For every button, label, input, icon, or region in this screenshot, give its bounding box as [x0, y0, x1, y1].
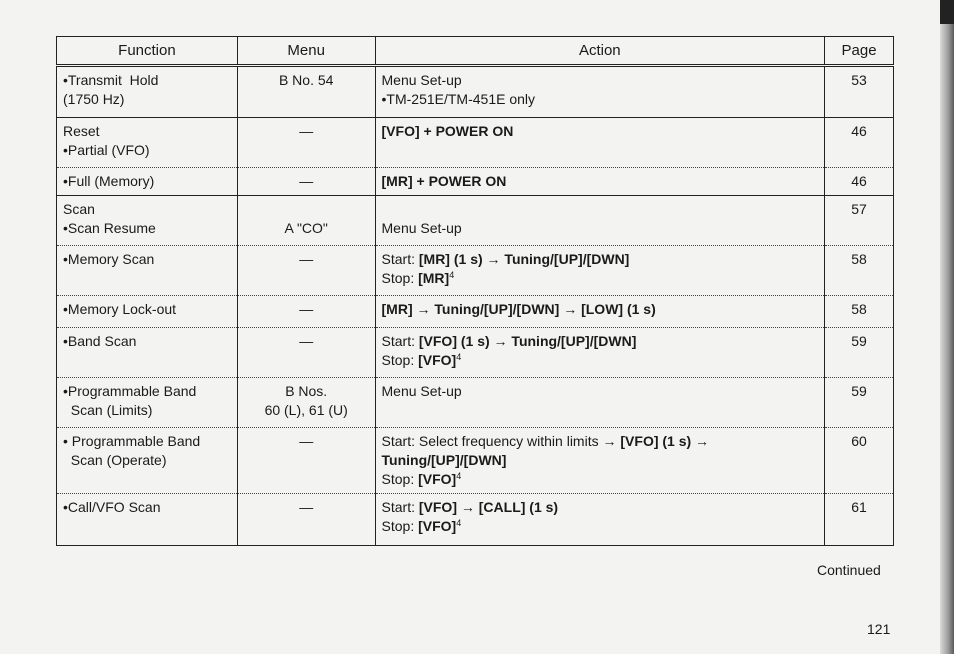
action-cell	[375, 494, 825, 546]
key-sequence: [VFO]	[418, 518, 457, 534]
menu-text: 60 (L), 61 (U)	[264, 402, 348, 418]
table-row	[57, 378, 894, 428]
action-line	[382, 269, 819, 288]
menu-text: A "CO"	[284, 220, 328, 236]
menu-cell	[237, 246, 375, 296]
menu-text: —	[299, 333, 314, 349]
function-text: Scan (Operate)	[63, 452, 167, 468]
action-line	[382, 122, 819, 141]
function-text: •Programmable Band	[63, 383, 197, 399]
menu-cell	[237, 296, 375, 328]
function-cell	[57, 118, 238, 168]
header-action: Action	[375, 37, 825, 66]
action-text: Stop:	[381, 471, 419, 487]
function-text: •Transmit Hold	[63, 72, 159, 88]
menu-cell	[237, 328, 375, 378]
function-text: (1750 Hz)	[63, 91, 125, 107]
table-row	[57, 296, 894, 328]
action-text: Stop:	[381, 518, 419, 534]
action-text: •TM-251E/TM-451E only	[381, 91, 536, 107]
page-edge-shadow	[940, 0, 954, 654]
menu-cell	[237, 168, 375, 196]
action-line	[382, 250, 819, 269]
table-row	[57, 428, 894, 494]
function-text: •Full (Memory)	[63, 173, 155, 189]
menu-text	[244, 200, 369, 219]
function-text: •Memory Lock-out	[63, 301, 177, 317]
function-text: • Programmable Band	[63, 433, 201, 449]
function-text: •Scan Resume	[63, 220, 156, 236]
key-sequence: [VFO]	[418, 352, 457, 368]
menu-text: —	[299, 499, 314, 515]
key-sequence: Tuning/[UP]/[DWN]	[381, 452, 507, 468]
table-body	[57, 66, 894, 546]
key-sequence: [MR] + POWER ON	[381, 173, 507, 189]
page-number: 121	[867, 621, 891, 637]
key-sequence: [VFO] (1 s) →	[620, 433, 710, 449]
footnote-marker: 4	[456, 471, 462, 481]
action-line	[382, 432, 819, 451]
action-cell	[375, 296, 825, 328]
page-ref-cell: 60	[825, 428, 894, 494]
page-ref-cell: 53	[825, 66, 894, 118]
action-cell	[375, 168, 825, 196]
function-cell	[57, 196, 238, 246]
page-ref-cell: 61	[825, 494, 894, 546]
key-sequence: [MR] → Tuning/[UP]/[DWN] → [LOW] (1 s)	[381, 301, 656, 317]
continued-label: Continued	[817, 562, 881, 578]
action-text: Stop:	[381, 352, 419, 368]
menu-cell	[237, 196, 375, 246]
function-cell	[57, 378, 238, 428]
header-page: Page	[825, 37, 894, 66]
page-ref-cell: 58	[825, 296, 894, 328]
action-line	[382, 300, 819, 319]
function-cell	[57, 296, 238, 328]
action-text: Stop:	[381, 270, 419, 286]
action-line	[382, 71, 819, 90]
action-text: Start: Select frequency within limits →	[381, 433, 621, 449]
menu-cell	[237, 378, 375, 428]
menu-text: B Nos.	[285, 383, 328, 399]
footnote-marker: 4	[449, 270, 455, 280]
action-line	[382, 90, 819, 109]
action-cell	[375, 328, 825, 378]
footnote-marker: 4	[456, 518, 462, 528]
action-line	[382, 517, 819, 536]
action-line	[382, 219, 819, 238]
function-text: Reset	[63, 123, 100, 139]
page-ref-cell: 46	[825, 168, 894, 196]
action-line	[382, 498, 819, 517]
menu-text: —	[299, 251, 314, 267]
action-cell	[375, 246, 825, 296]
menu-text: —	[299, 433, 314, 449]
action-cell	[375, 196, 825, 246]
function-text: •Band Scan	[63, 333, 137, 349]
function-cell	[57, 246, 238, 296]
table-row	[57, 328, 894, 378]
action-text: Start:	[381, 251, 419, 267]
function-cell	[57, 494, 238, 546]
table-row	[57, 66, 894, 118]
table-row	[57, 168, 894, 196]
function-text: •Partial (VFO)	[63, 142, 150, 158]
function-cell	[57, 168, 238, 196]
function-text: Scan (Limits)	[63, 402, 153, 418]
header-function: Function	[57, 37, 238, 66]
action-text: Menu Set-up	[381, 72, 462, 88]
action-text: Menu Set-up	[381, 383, 462, 399]
menu-text: B No. 54	[278, 72, 334, 88]
menu-cell	[237, 494, 375, 546]
action-line	[382, 200, 819, 219]
action-text: Menu Set-up	[381, 220, 462, 236]
action-cell	[375, 428, 825, 494]
key-sequence: [MR] (1 s) → Tuning/[UP]/[DWN]	[418, 251, 630, 267]
function-cell	[57, 66, 238, 118]
menu-cell	[237, 428, 375, 494]
menu-text: —	[299, 173, 314, 189]
key-sequence: [VFO]	[418, 471, 457, 487]
function-text: •Call/VFO Scan	[63, 499, 161, 515]
action-line	[382, 451, 819, 470]
function-reference-table	[56, 36, 894, 546]
function-cell	[57, 428, 238, 494]
function-cell	[57, 328, 238, 378]
action-text: Start:	[381, 499, 419, 515]
action-line	[382, 351, 819, 370]
page-ref-cell: 59	[825, 328, 894, 378]
action-line	[382, 172, 819, 191]
menu-text: —	[299, 301, 314, 317]
action-line	[382, 470, 819, 489]
menu-text: —	[299, 123, 314, 139]
key-sequence: [VFO] (1 s) → Tuning/[UP]/[DWN]	[418, 333, 637, 349]
key-sequence: [MR]	[418, 270, 450, 286]
table-row	[57, 196, 894, 246]
action-cell	[375, 378, 825, 428]
action-cell	[375, 66, 825, 118]
key-sequence: [VFO] → [CALL] (1 s)	[418, 499, 559, 515]
menu-cell	[237, 118, 375, 168]
table-row	[57, 118, 894, 168]
menu-cell	[237, 66, 375, 118]
action-line	[382, 382, 819, 401]
action-cell	[375, 118, 825, 168]
page-ref-cell: 59	[825, 378, 894, 428]
footnote-marker: 4	[456, 352, 462, 362]
table-row	[57, 494, 894, 546]
action-line	[382, 332, 819, 351]
function-text: •Memory Scan	[63, 251, 155, 267]
page-ref-cell: 58	[825, 246, 894, 296]
action-text: Start:	[381, 333, 419, 349]
function-text: Scan	[63, 201, 95, 217]
page-ref-cell: 46	[825, 118, 894, 168]
header-menu: Menu	[237, 37, 375, 66]
table-row	[57, 246, 894, 296]
table-header-row	[57, 37, 894, 66]
key-sequence: [VFO] + POWER ON	[381, 123, 514, 139]
page-ref-cell: 57	[825, 196, 894, 246]
page-corner	[940, 0, 954, 24]
